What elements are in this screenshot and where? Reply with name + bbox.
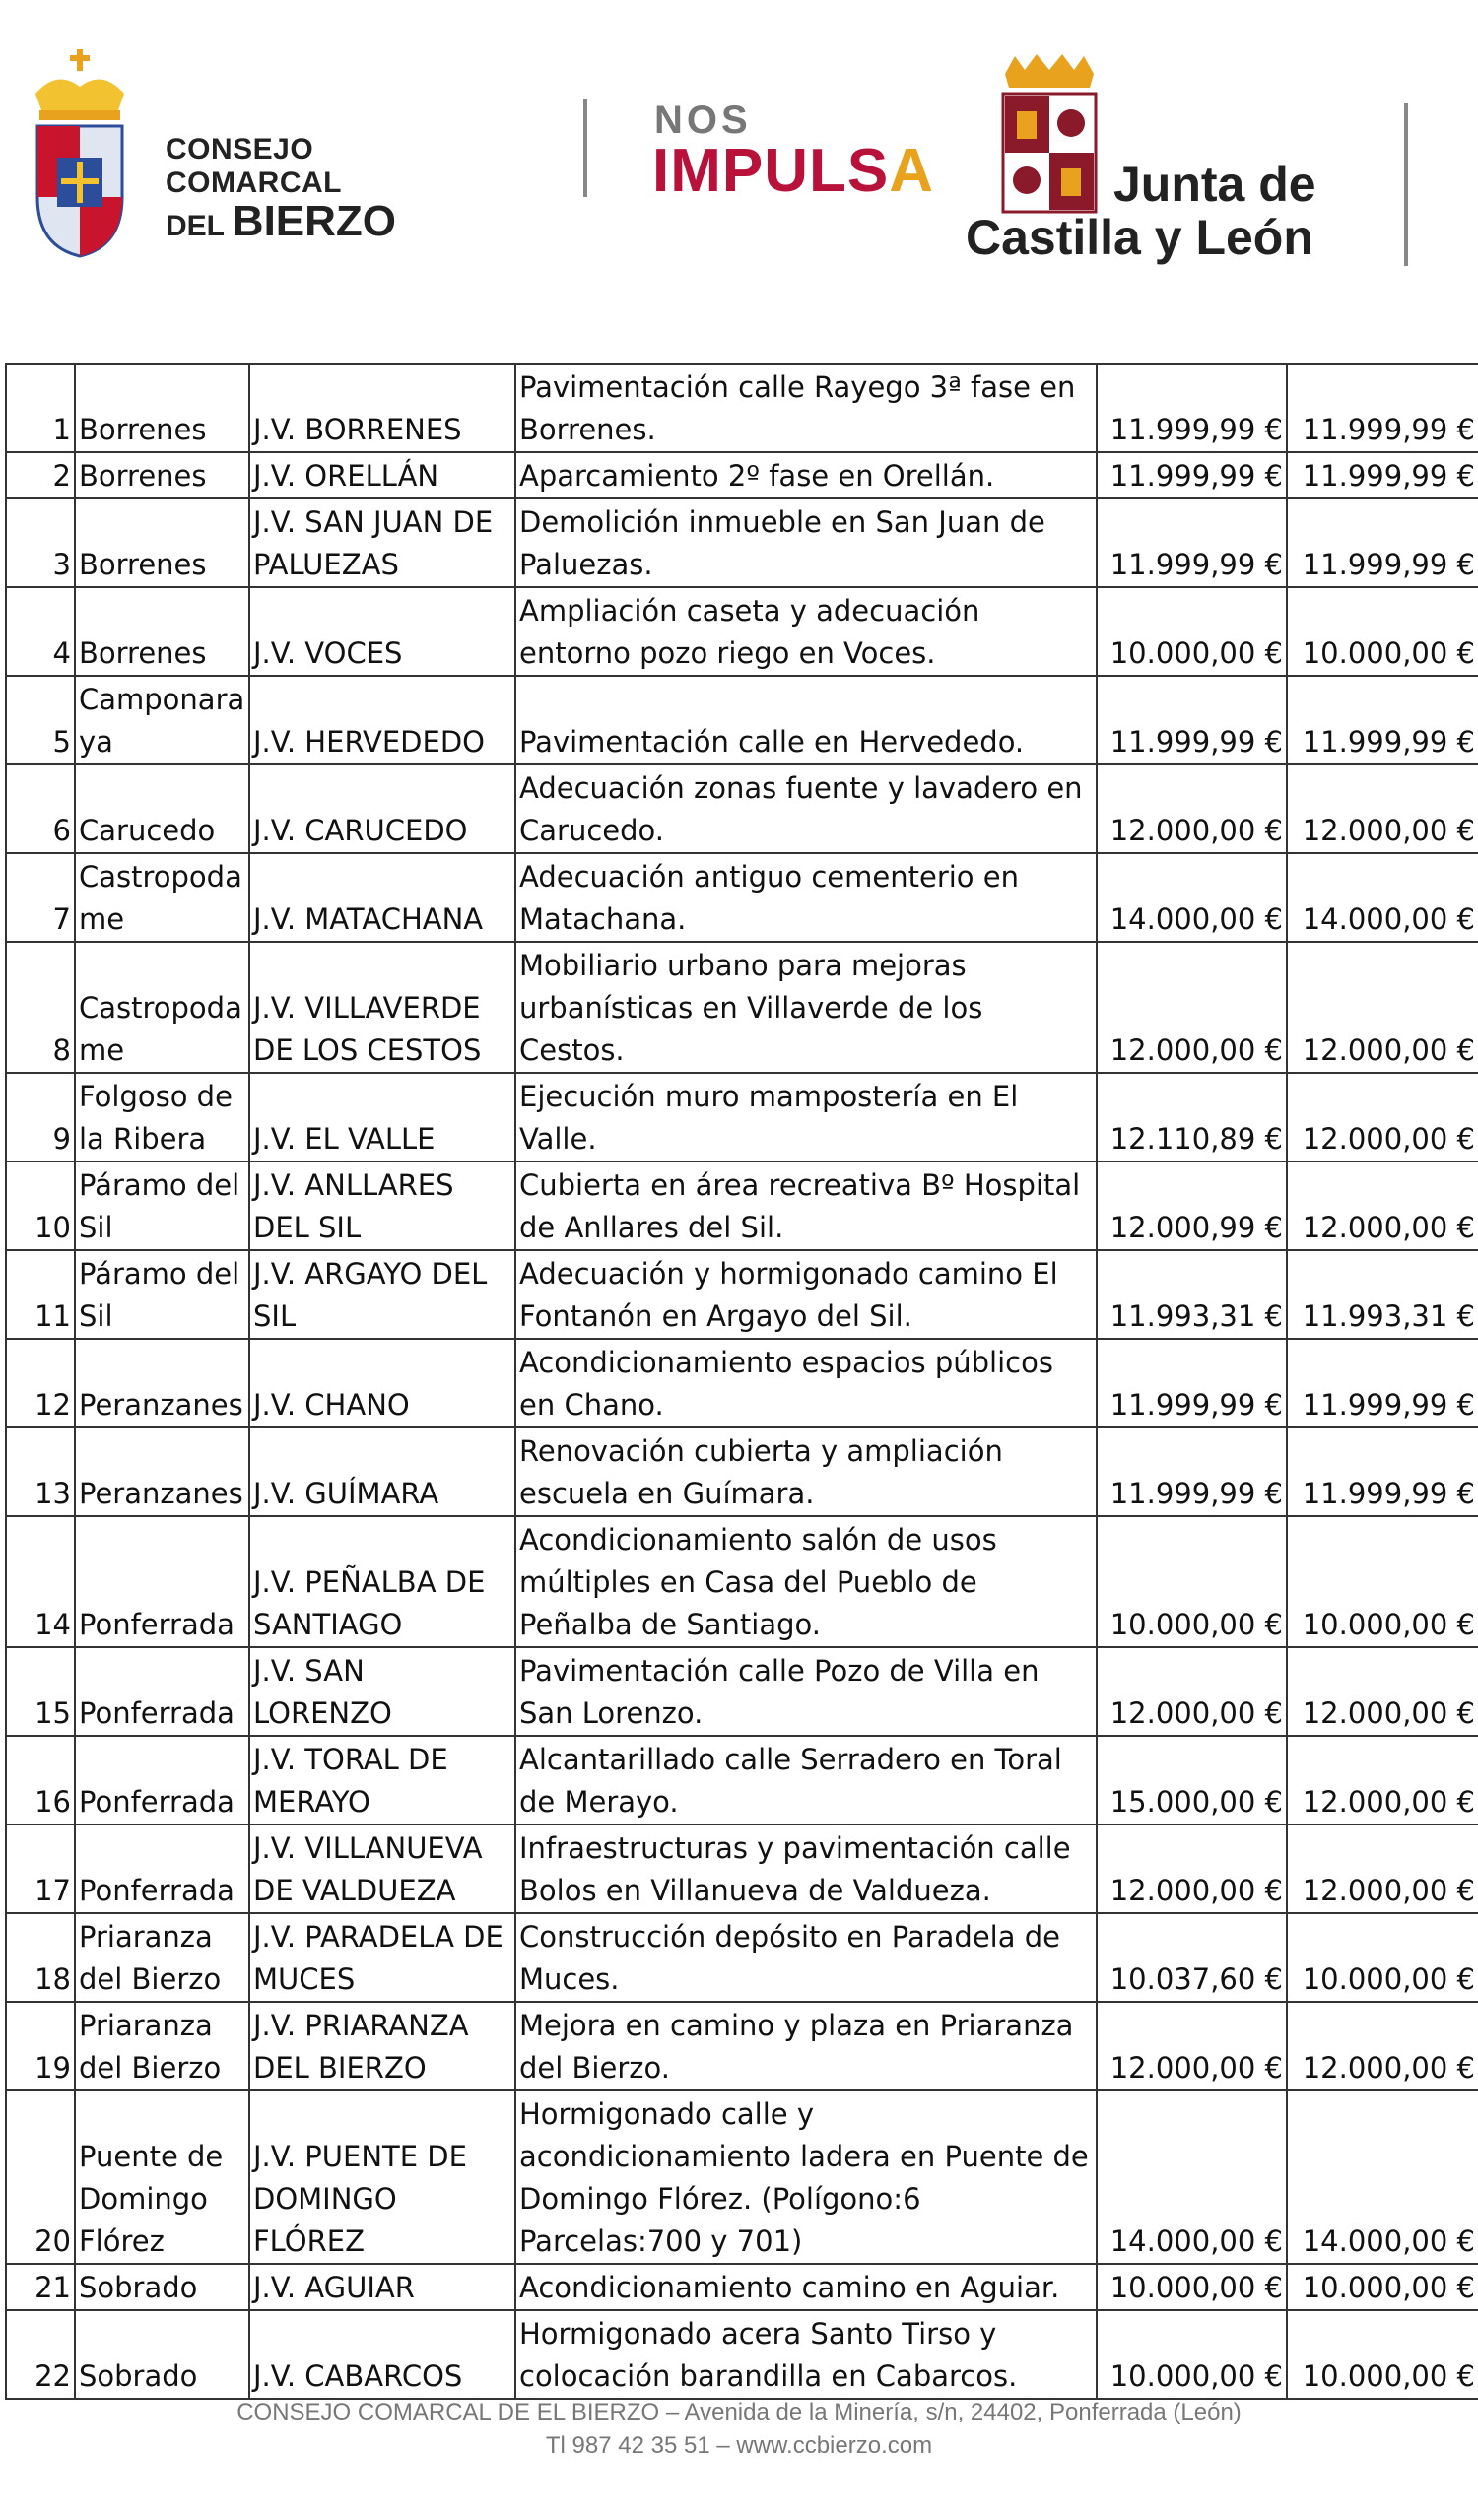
description-cell: Hormigonado acera Santo Tirso y colocación barandilla en Cabarcos.	[515, 2310, 1097, 2399]
nos-text: NOS	[654, 99, 752, 142]
row-number: 16	[6, 1736, 75, 1824]
junta-castilla-leon-text	[966, 158, 1316, 264]
local-entity-cell: J.V. EL VALLE	[249, 1073, 515, 1161]
row-number: 18	[6, 1913, 75, 2002]
table-row	[6, 587, 1478, 676]
grant-amount-cell: 11.999,99 €	[1287, 452, 1478, 498]
description-cell: Acondicionamiento camino en Aguiar.	[515, 2264, 1097, 2310]
grant-amount-cell: 12.000,00 €	[1287, 2002, 1478, 2090]
municipality-cell: Carucedo	[75, 764, 249, 853]
description-cell: Ampliación caseta y adecuación entorno pozo riego en Voces.	[515, 587, 1097, 676]
municipality-cell: Puente de Domingo Flórez	[75, 2090, 249, 2264]
local-entity-cell: J.V. PEÑALBA DE SANTIAGO	[249, 1516, 515, 1647]
footer-contact: Tl 987 42 35 51 – www.ccbierzo.com	[545, 2432, 933, 2459]
grant-amount-cell: 14.000,00 €	[1287, 853, 1478, 942]
local-entity-cell: J.V. VILLANUEVA DE VALDUEZA	[249, 1824, 515, 1913]
grant-amount-cell: 11.999,99 €	[1287, 676, 1478, 764]
header-divider-right	[1404, 103, 1408, 266]
local-entity-cell: J.V. VOCES	[249, 587, 515, 676]
grant-amount-cell: 11.993,31 €	[1287, 1250, 1478, 1339]
local-entity-cell: J.V. CARUCEDO	[249, 764, 515, 853]
budget-amount-cell: 11.999,99 €	[1097, 1339, 1287, 1427]
table-row	[6, 1073, 1478, 1161]
table-row	[6, 364, 1478, 452]
table-row	[6, 1161, 1478, 1250]
grant-amount-cell: 10.000,00 €	[1287, 587, 1478, 676]
table-row	[6, 1250, 1478, 1339]
description-cell: Hormigonado calle y acondicionamiento ladera en Puente de Domingo Flórez. (Polígono:6 Parcelas:700 y 701)	[515, 2090, 1097, 2264]
table-row	[6, 1339, 1478, 1427]
grant-amount-cell: 11.999,99 €	[1287, 1339, 1478, 1427]
table-row	[6, 452, 1478, 498]
header-divider-left	[583, 99, 587, 197]
row-number: 15	[6, 1647, 75, 1736]
municipality-cell: Peranzanes	[75, 1339, 249, 1427]
description-cell: Renovación cubierta y ampliación escuela en Guímara.	[515, 1427, 1097, 1516]
table-row	[6, 1516, 1478, 1647]
row-number: 2	[6, 452, 75, 498]
jcyl-line1: Junta de	[1113, 157, 1316, 212]
description-cell: Cubierta en área recreativa Bº Hospital de Anllares del Sil.	[515, 1161, 1097, 1250]
grant-amount-cell: 12.000,00 €	[1287, 1824, 1478, 1913]
municipality-cell: Páramo del Sil	[75, 1250, 249, 1339]
description-cell: Ejecución muro mampostería en El Valle.	[515, 1073, 1097, 1161]
grant-amount-cell: 10.000,00 €	[1287, 1516, 1478, 1647]
budget-amount-cell: 12.000,00 €	[1097, 1647, 1287, 1736]
grant-amount-cell: 14.000,00 €	[1287, 2090, 1478, 2264]
grant-amount-cell: 12.000,00 €	[1287, 1161, 1478, 1250]
grant-amount-cell: 12.000,00 €	[1287, 1736, 1478, 1824]
budget-amount-cell: 11.999,99 €	[1097, 498, 1287, 587]
grant-amount-cell: 11.999,99 €	[1287, 1427, 1478, 1516]
grant-amount-cell: 10.000,00 €	[1287, 1913, 1478, 2002]
row-number: 17	[6, 1824, 75, 1913]
row-number: 4	[6, 587, 75, 676]
page-header	[0, 0, 1478, 325]
municipality-cell: Ponferrada	[75, 1516, 249, 1647]
table-row	[6, 1736, 1478, 1824]
table-row	[6, 2264, 1478, 2310]
local-entity-cell: J.V. CHANO	[249, 1339, 515, 1427]
budget-amount-cell: 10.000,00 €	[1097, 1516, 1287, 1647]
grant-amount-cell: 12.000,00 €	[1287, 1647, 1478, 1736]
budget-amount-cell: 10.000,00 €	[1097, 587, 1287, 676]
grant-amount-cell: 10.000,00 €	[1287, 2310, 1478, 2399]
budget-amount-cell: 12.000,00 €	[1097, 764, 1287, 853]
municipality-cell: Borrenes	[75, 452, 249, 498]
impulsa-part-b: A	[889, 137, 935, 205]
table-row	[6, 1824, 1478, 1913]
local-entity-cell: J.V. ARGAYO DEL SIL	[249, 1250, 515, 1339]
row-number: 14	[6, 1516, 75, 1647]
local-entity-cell: J.V. PUENTE DE DOMINGO FLÓREZ	[249, 2090, 515, 2264]
municipality-cell: Priaranza del Bierzo	[75, 1913, 249, 2002]
budget-amount-cell: 12.000,99 €	[1097, 1161, 1287, 1250]
local-entity-cell: J.V. PRIARANZA DEL BIERZO	[249, 2002, 515, 2090]
municipality-cell: Castropodame	[75, 853, 249, 942]
description-cell: Alcantarillado calle Serradero en Toral de Merayo.	[515, 1736, 1097, 1824]
row-number: 8	[6, 942, 75, 1073]
page-footer	[0, 2396, 1478, 2463]
table-row	[6, 676, 1478, 764]
description-cell: Acondicionamiento salón de usos múltiples en Casa del Pueblo de Peñalba de Santiago.	[515, 1516, 1097, 1647]
description-cell: Adecuación zonas fuente y lavadero en Carucedo.	[515, 764, 1097, 853]
jcyl-line2: Castilla y León	[966, 210, 1313, 265]
budget-amount-cell: 11.999,99 €	[1097, 1427, 1287, 1516]
local-entity-cell: J.V. GUÍMARA	[249, 1427, 515, 1516]
grant-amount-cell: 11.999,99 €	[1287, 498, 1478, 587]
municipality-cell: Sobrado	[75, 2264, 249, 2310]
budget-amount-cell: 10.000,00 €	[1097, 2310, 1287, 2399]
row-number: 21	[6, 2264, 75, 2310]
table-row	[6, 1647, 1478, 1736]
row-number: 9	[6, 1073, 75, 1161]
ccb-line2-a: DEL	[166, 210, 233, 242]
budget-amount-cell: 11.999,99 €	[1097, 676, 1287, 764]
municipality-cell: Borrenes	[75, 498, 249, 587]
impulsa-text	[652, 136, 934, 206]
table-row	[6, 942, 1478, 1073]
row-number: 1	[6, 364, 75, 452]
budget-amount-cell: 14.000,00 €	[1097, 2090, 1287, 2264]
row-number: 12	[6, 1339, 75, 1427]
budget-amount-cell: 12.000,00 €	[1097, 2002, 1287, 2090]
local-entity-cell: J.V. AGUIAR	[249, 2264, 515, 2310]
municipality-cell: Folgoso de la Ribera	[75, 1073, 249, 1161]
consejo-comarcal-shield-icon	[28, 49, 136, 266]
local-entity-cell: J.V. ANLLARES DEL SIL	[249, 1161, 515, 1250]
table-row	[6, 1913, 1478, 2002]
local-entity-cell: J.V. VILLAVERDE DE LOS CESTOS	[249, 942, 515, 1073]
budget-amount-cell: 11.999,99 €	[1097, 452, 1287, 498]
row-number: 5	[6, 676, 75, 764]
municipality-cell: Sobrado	[75, 2310, 249, 2399]
municipality-cell: Ponferrada	[75, 1736, 249, 1824]
table-row	[6, 2002, 1478, 2090]
description-cell: Pavimentación calle Pozo de Villa en San Lorenzo.	[515, 1647, 1097, 1736]
grant-amount-cell: 10.000,00 €	[1287, 2264, 1478, 2310]
description-cell: Infraestructuras y pavimentación calle Bolos en Villanueva de Valdueza.	[515, 1824, 1097, 1913]
grant-amount-cell: 12.000,00 €	[1287, 1073, 1478, 1161]
local-entity-cell: J.V. CABARCOS	[249, 2310, 515, 2399]
municipality-cell: Borrenes	[75, 364, 249, 452]
budget-amount-cell: 14.000,00 €	[1097, 853, 1287, 942]
budget-amount-cell: 15.000,00 €	[1097, 1736, 1287, 1824]
row-number: 19	[6, 2002, 75, 2090]
budget-amount-cell: 10.037,60 €	[1097, 1913, 1287, 2002]
municipality-cell: Peranzanes	[75, 1427, 249, 1516]
local-entity-cell: J.V. SAN JUAN DE PALUEZAS	[249, 498, 515, 587]
local-entity-cell: J.V. HERVEDEDO	[249, 676, 515, 764]
row-number: 6	[6, 764, 75, 853]
budget-amount-cell: 12.110,89 €	[1097, 1073, 1287, 1161]
grants-table	[5, 363, 1478, 2400]
municipality-cell: Ponferrada	[75, 1647, 249, 1736]
row-number: 7	[6, 853, 75, 942]
row-number: 10	[6, 1161, 75, 1250]
local-entity-cell: J.V. SAN LORENZO	[249, 1647, 515, 1736]
description-cell: Aparcamiento 2º fase en Orellán.	[515, 452, 1097, 498]
table-row	[6, 2310, 1478, 2399]
table-row	[6, 853, 1478, 942]
grant-amount-cell: 11.999,99 €	[1287, 364, 1478, 452]
local-entity-cell: J.V. BORRENES	[249, 364, 515, 452]
municipality-cell: Camponaraya	[75, 676, 249, 764]
local-entity-cell: J.V. ORELLÁN	[249, 452, 515, 498]
row-number: 11	[6, 1250, 75, 1339]
table-row	[6, 498, 1478, 587]
description-cell: Demolición inmueble en San Juan de Paluezas.	[515, 498, 1097, 587]
description-cell: Pavimentación calle Rayego 3ª fase en Borrenes.	[515, 364, 1097, 452]
municipality-cell: Ponferrada	[75, 1824, 249, 1913]
local-entity-cell: J.V. TORAL DE MERAYO	[249, 1736, 515, 1824]
table-row	[6, 2090, 1478, 2264]
ccb-line2-b: BIERZO	[232, 197, 397, 245]
footer-address: CONSEJO COMARCAL DE EL BIERZO – Avenida de la Minería, s/n, 24402, Ponferrada (León)	[236, 2399, 1242, 2425]
row-number: 3	[6, 498, 75, 587]
municipality-cell: Priaranza del Bierzo	[75, 2002, 249, 2090]
municipality-cell: Castropodame	[75, 942, 249, 1073]
ccb-line2	[166, 197, 491, 248]
description-cell: Adecuación antiguo cementerio en Matachana.	[515, 853, 1097, 942]
consejo-comarcal-logo	[28, 49, 491, 266]
description-cell: Construcción depósito en Paradela de Muces.	[515, 1913, 1097, 2002]
row-number: 22	[6, 2310, 75, 2399]
ccb-line1: CONSEJO COMARCAL	[166, 133, 342, 199]
budget-amount-cell: 11.999,99 €	[1097, 364, 1287, 452]
description-cell: Mejora en camino y plaza en Priaranza del Bierzo.	[515, 2002, 1097, 2090]
municipality-cell: Páramo del Sil	[75, 1161, 249, 1250]
row-number: 13	[6, 1427, 75, 1516]
grant-amount-cell: 12.000,00 €	[1287, 942, 1478, 1073]
grant-amount-cell: 12.000,00 €	[1287, 764, 1478, 853]
table-row	[6, 764, 1478, 853]
impulsa-part-a: IMPULS	[652, 137, 890, 205]
description-cell: Mobiliario urbano para mejoras urbanísticas en Villaverde de los Cestos.	[515, 942, 1097, 1073]
description-cell: Pavimentación calle en Hervededo.	[515, 676, 1097, 764]
description-cell: Acondicionamiento espacios públicos en Chano.	[515, 1339, 1097, 1427]
description-cell: Adecuación y hormigonado camino El Fontanón en Argayo del Sil.	[515, 1250, 1097, 1339]
municipality-cell: Borrenes	[75, 587, 249, 676]
local-entity-cell: J.V. MATACHANA	[249, 853, 515, 942]
budget-amount-cell: 10.000,00 €	[1097, 2264, 1287, 2310]
grants-table-body	[6, 364, 1478, 2399]
local-entity-cell: J.V. PARADELA DE MUCES	[249, 1913, 515, 2002]
consejo-comarcal-text	[166, 133, 491, 248]
budget-amount-cell: 11.993,31 €	[1097, 1250, 1287, 1339]
row-number: 20	[6, 2090, 75, 2264]
budget-amount-cell: 12.000,00 €	[1097, 1824, 1287, 1913]
budget-amount-cell: 12.000,00 €	[1097, 942, 1287, 1073]
table-row	[6, 1427, 1478, 1516]
